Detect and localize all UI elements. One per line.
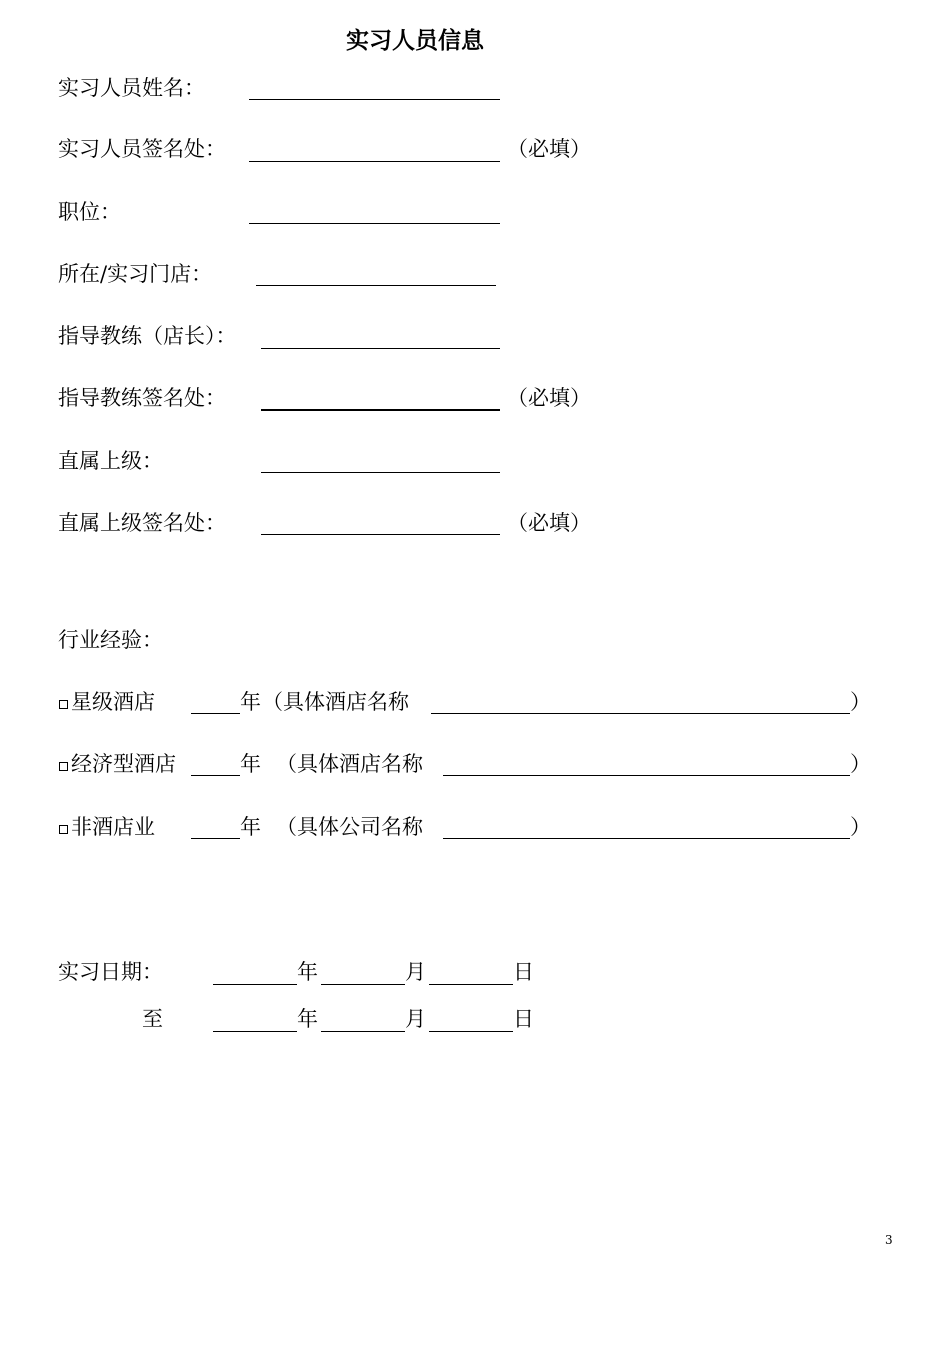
end-year-unit: 年 (297, 1007, 318, 1031)
close-paren-non-hotel: ） (850, 815, 871, 839)
field-label-coach-signature: 指导教练签名处： (58, 386, 226, 410)
close-paren-economy-hotel: ） (850, 752, 871, 776)
field-label-supervisor: 直属上级： (58, 449, 163, 473)
detail-line-non-hotel[interactable] (443, 838, 850, 839)
experience-heading: 行业经验： (58, 628, 163, 652)
field-label-name: 实习人员姓名： (58, 76, 205, 100)
years-line-star-hotel[interactable] (191, 713, 240, 714)
field-label-intern-signature: 实习人员签名处： (58, 137, 226, 161)
exp-label-star-hotel: 星级酒店 (71, 690, 155, 714)
start-year-unit: 年 (297, 960, 318, 984)
checkbox-non-hotel[interactable] (59, 825, 68, 834)
start-day-line[interactable] (429, 984, 513, 985)
date-to-label: 至 (142, 1007, 163, 1031)
exp-label-economy-hotel: 经济型酒店 (71, 752, 176, 776)
end-day-unit: 日 (513, 1007, 534, 1031)
required-note-coach: （必填） (507, 386, 591, 410)
start-year-line[interactable] (213, 984, 297, 985)
start-day-unit: 日 (513, 960, 534, 984)
years-line-economy-hotel[interactable] (191, 775, 240, 776)
field-label-position: 职位： (58, 200, 121, 224)
year-unit-economy-hotel: 年 (240, 752, 261, 776)
start-month-unit: 月 (405, 960, 426, 984)
close-paren-star-hotel: ） (850, 690, 871, 714)
field-label-supervisor-signature: 直属上级签名处： (58, 511, 226, 535)
end-year-line[interactable] (213, 1031, 297, 1032)
end-day-line[interactable] (429, 1031, 513, 1032)
start-month-line[interactable] (321, 984, 405, 985)
date-label: 实习日期： (58, 960, 163, 984)
field-label-coach: 指导教练（店长）： (58, 324, 237, 348)
position-input-line[interactable] (249, 223, 500, 224)
required-note-supervisor: （必填） (507, 511, 591, 535)
checkbox-economy-hotel[interactable] (59, 762, 68, 771)
page-title: 实习人员信息 (346, 27, 484, 54)
detail-line-economy-hotel[interactable] (443, 775, 850, 776)
store-input-line[interactable] (256, 285, 496, 286)
intern-signature-line[interactable] (249, 161, 500, 162)
detail-line-star-hotel[interactable] (431, 713, 850, 714)
year-unit-non-hotel: 年 (240, 815, 261, 839)
detail-label-non-hotel: （具体公司名称 (276, 815, 423, 839)
detail-label-star-hotel: （具体酒店名称 (262, 690, 409, 714)
supervisor-input-line[interactable] (261, 472, 500, 473)
detail-label-economy-hotel: （具体酒店名称 (276, 752, 423, 776)
coach-input-line[interactable] (261, 348, 500, 349)
name-input-line[interactable] (249, 99, 500, 100)
year-unit-star-hotel: 年 (240, 690, 261, 714)
coach-signature-line[interactable] (261, 409, 500, 411)
supervisor-signature-line[interactable] (261, 534, 500, 535)
end-month-line[interactable] (321, 1031, 405, 1032)
checkbox-star-hotel[interactable] (59, 700, 68, 709)
end-month-unit: 月 (405, 1007, 426, 1031)
page-number: 3 (885, 1233, 893, 1247)
years-line-non-hotel[interactable] (191, 838, 240, 839)
required-note-intern: （必填） (507, 137, 591, 161)
exp-label-non-hotel: 非酒店业 (71, 815, 155, 839)
field-label-store: 所在/实习门店： (58, 262, 213, 286)
